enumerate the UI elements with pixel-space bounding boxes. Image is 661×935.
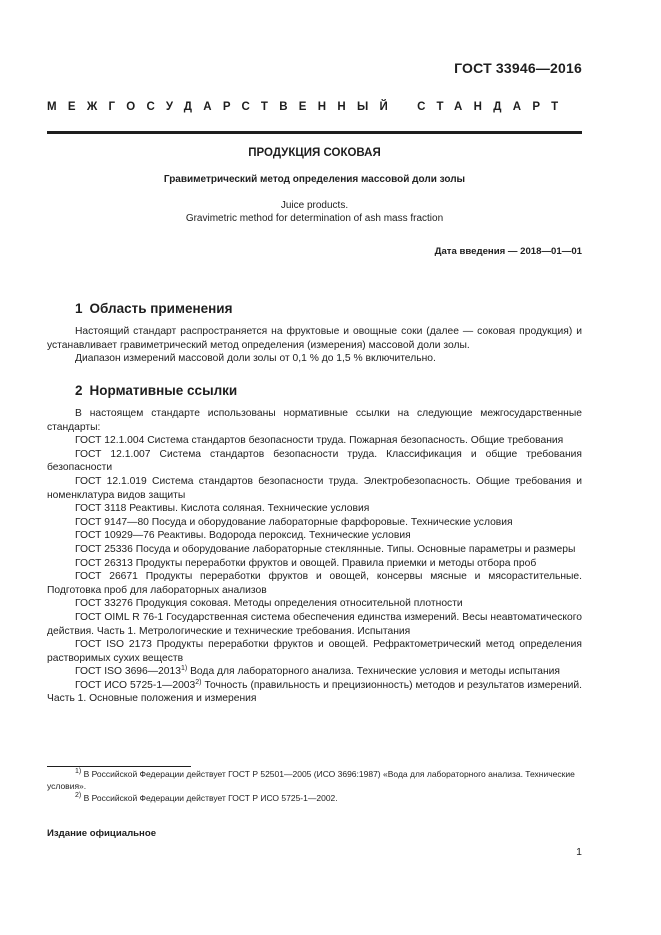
introduction-date: Дата введения — 2018—01—01 bbox=[434, 246, 582, 257]
reference-item: ГОСТ 9147—80 Посуда и оборудование лабораторные фарфоровые. Технические условия bbox=[75, 516, 513, 528]
section-number: 1 bbox=[75, 301, 83, 316]
reference-text: Точность (правильность и прецизионность) методов и результатов измерений. Часть 1. Основные положения и измерения bbox=[47, 679, 582, 705]
banner-word-interstate: МЕЖГОСУДАРСТВЕННЫЙ bbox=[47, 101, 400, 113]
reference-item: ГОСТ 12.1.019 Система стандартов безопасности труда. Электробезопасность. Общие требования и номенклатура видов защиты bbox=[47, 475, 582, 501]
footnote-divider bbox=[47, 766, 191, 767]
section-title: Область применения bbox=[89, 301, 233, 316]
reference-item: ГОСТ OIML R 76-1 Государственная система обеспечения единства измерений. Весы неавтоматического действия. Часть 1. Метрологические и технические требования. Испытания bbox=[47, 611, 582, 637]
paragraph: Настоящий стандарт распространяется на фруктовые и овощные соки (далее — соковая продукция) и устанавливает гравиметрический метод определения (измерения) массовой доли золы. bbox=[47, 326, 582, 351]
english-title bbox=[47, 199, 582, 225]
english-title-line-2: Gravimetric method for determination of ash mass fraction bbox=[185, 213, 444, 224]
footnote-mark: 1) bbox=[75, 768, 82, 775]
footnote-text: В Российской Федерации действует ГОСТ Р ИСО 5725-1—2002. bbox=[81, 793, 338, 803]
page-number: 1 bbox=[576, 846, 582, 858]
document-subtitle: Гравиметрический метод определения массовой доли золы bbox=[163, 174, 466, 185]
reference-item: ГОСТ 3118 Реактивы. Кислота соляная. Технические условия bbox=[75, 503, 370, 515]
reference-item: В настоящем стандарте использованы нормативные ссылки на следующие межгосударственные стандарты: bbox=[47, 408, 582, 433]
footnote-marker[interactable]: 2) bbox=[195, 678, 202, 686]
footnotes bbox=[47, 768, 582, 804]
english-title-line-1: Juice products. bbox=[280, 200, 349, 211]
footnote-text: В Российской Федерации действует ГОСТ Р 52501—2005 (ИСО 3696:1987) «Вода для лабораторного анализа. Технические условия». bbox=[47, 769, 575, 791]
footnote bbox=[47, 792, 582, 804]
document-code: ГОСТ 33946—2016 bbox=[454, 60, 582, 76]
reference-code: ГОСТ ISO 3696—2013 bbox=[75, 666, 181, 678]
reference-item: ГОСТ 33276 Продукция соковая. Методы определения относительной плотности bbox=[75, 598, 463, 610]
footnote-mark: 2) bbox=[75, 792, 82, 799]
section-number: 2 bbox=[75, 383, 83, 398]
section-2-heading bbox=[75, 383, 237, 398]
paragraph: Диапазон измерений массовой доли золы от 0,1 % до 1,5 % включительно. bbox=[75, 353, 436, 365]
section-1-heading bbox=[75, 301, 232, 316]
footnote bbox=[47, 768, 582, 792]
reference-item: ГОСТ 26671 Продукты переработки фруктов и овощей, консервы мясные и мясорастительные. Подготовка проб для лабораторных анализов bbox=[47, 571, 582, 596]
reference-item bbox=[47, 665, 582, 679]
reference-item bbox=[47, 679, 582, 706]
banner-divider bbox=[47, 131, 582, 134]
section-2-body bbox=[47, 407, 582, 706]
banner-word-standard: СТАНДАРТ bbox=[417, 101, 570, 113]
edition-note: Издание официальное bbox=[47, 828, 157, 839]
reference-code: ГОСТ ИСО 5725-1—2003 bbox=[75, 679, 196, 691]
standard-banner bbox=[47, 101, 582, 113]
document-title: ПРОДУКЦИЯ СОКОВАЯ bbox=[248, 147, 381, 159]
reference-item: ГОСТ 26313 Продукты переработки фруктов и овощей. Правила приемки и методы отбора проб bbox=[75, 557, 537, 569]
reference-item: ГОСТ 25336 Посуда и оборудование лабораторные стеклянные. Типы. Основные параметры и размеры bbox=[75, 543, 576, 555]
reference-item: ГОСТ 12.1.004 Система стандартов безопасности труда. Пожарная безопасность. Общие требования bbox=[75, 435, 564, 447]
reference-item: ГОСТ 10929—76 Реактивы. Водорода пероксид. Технические условия bbox=[75, 530, 411, 542]
footnote-marker[interactable]: 1) bbox=[180, 665, 188, 673]
reference-text: Вода для лабораторного анализа. Технические условия и методы испытания bbox=[187, 666, 560, 678]
section-1-body bbox=[47, 325, 582, 366]
reference-item: ГОСТ ISO 2173 Продукты переработки фруктов и овощей. Рефрактометрический метод определения растворимых сухих веществ bbox=[47, 639, 582, 664]
reference-item: ГОСТ 12.1.007 Система стандартов безопасности труда. Классификация и общие требования безопасности bbox=[47, 448, 582, 474]
section-title: Нормативные ссылки bbox=[89, 383, 238, 398]
